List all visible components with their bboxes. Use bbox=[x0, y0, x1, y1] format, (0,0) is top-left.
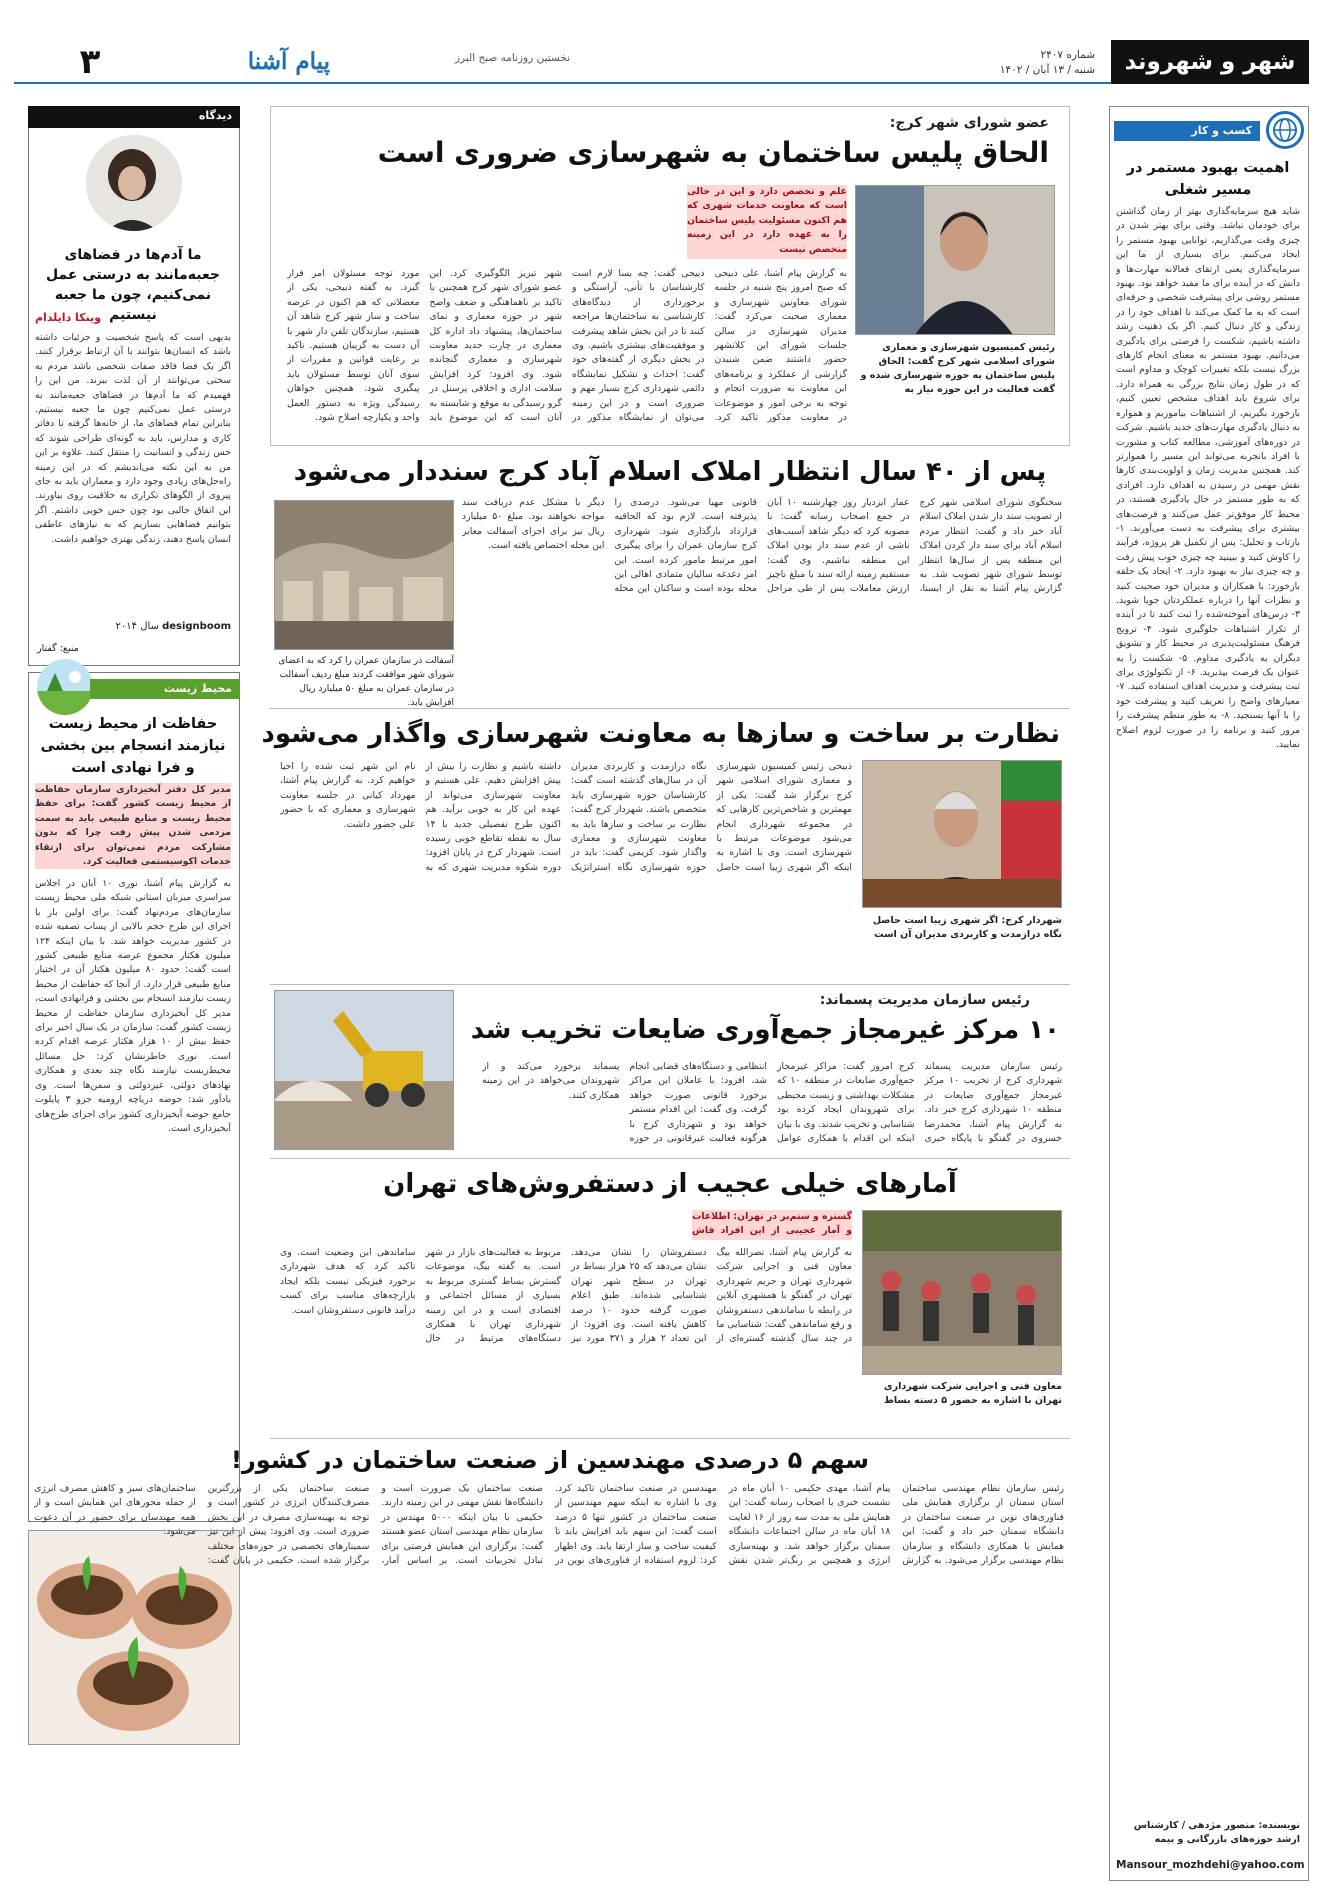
section-label: شهر و شهروند bbox=[1111, 40, 1309, 84]
a4-body: رئیس سازمان مدیریت پسماند شهرداری کرج از تخریب ۱۰ مرکز غیرمجاز جمع‌آوری ضایعات در منطقه ۱۰ شهرداری کرج خبر داد. به گزارش پیام آشنا، محمدرضا خسروی در گفتگو با پایگاه خبری کرج امروز گفت: مراکز غیرمجاز جمع‌آوری ضایعات در منطقه ۱۰ که مشکلات بهداشتی و زیست محیطی برای شهروندان ایجاد کرده بود شناسایی و تخریب شدند. وی با بیان اینکه این اقدام با همکاری عوامل انتظامی و دستگاه‌های قضایی انجام شد، افزود: با عاملان این مراکز برخورد قانونی صورت خواهد گرفت. وی گفت: این اقدام مستمر خواهد بود و شهرداری کرج با هرگونه فعالیت غیرقانونی در حوزه پسماند برخورد می‌کند و از شهروندان می‌خواهد در این زمینه همکاری کنند. bbox=[482, 1061, 1062, 1145]
right-col-body: شاید هیچ سرمایه‌گذاری بهتر از زمان گذاشتن برای خودمان نباشد. وقتی برای بهتر شدن در چیزی وقت می‌گذاریم، توانایی بهبود مستمر را ایجاد می‌کنیم. برای بسیاری از ما این سرمایه‌گذاری یعنی ارتقای فعالانه مهارت‌ها و دانش که در آینده برای ما مفید خواهد بود. بهبود مستمر روشی برای پیشرفت شخصی و حرفه‌ای است که به ما کمک می‌کند تا اهداف خود را در زندگی و کار دنبال کنیم. اگر یک ذهنیت رشد داشته باشیم، شکست را فرصتی برای یادگیری می‌دانیم. بهبود مستمر به معنای انجام کارهای بزرگ نیست بلکه تغییرات کوچک و مداوم است که در طول زمان نتایج بزرگی به همراه دارد. برای شروع باید اهداف مشخص تعیین کنیم، بازخورد بگیریم، از اشتباهات بیاموزیم و همواره به دنبال یادگیری مهارت‌های جدید باشیم. شرکت در دوره‌های آموزشی، مطالعه کتاب و مشورت با افراد باتجربه می‌تواند این مسیر را هموارتر کند. همچنین مدیریت زمان و اولویت‌بندی کارها نقش مهمی در رسیدن به اهداف دارد. افرادی که به طور مستمر در حال یادگیری هستند، در محیط کار موفق‌تر عمل می‌کنند و فرصت‌های بیشتری برای پیشرفت به دست می‌آورند. ۱- بازتاب و تحلیل: پس از تکمیل هر پروژه، فرآیند را کاوش کنید و ببینید چه چیزی خوب پیش رفت و چه چیزی نیاز به بهبود دارد. ۲- ایجاد یک حلقه بازخورد: با همکاران و مدیران خود صحبت کنید و نظرات آنها را درباره عملکردتان جویا شوید. ۳- درس‌های آموخته‌شده را ثبت کنید تا در آینده از تکرار اشتباهات جلوگیری شود. ۴- ترویج فرهنگ مسئولیت‌پذیری در محیط کار و تشویق دیگران به یادگیری مداوم. ۵- شکست را به عنوان یک فرصت بپذیرید. ۶- از تکنولوژی برای ثبت پیشرفت و مدیریت اهداف استفاده کنید. ۷- معیارهای واضح را تعریف کنید و پیشرفت خود را با آنها بسنجید. ۸- به طور منظم پیشرفت را مرور کنید و برنامه را در صورت لزوم اصلاح نمایید. bbox=[1116, 206, 1300, 751]
divider bbox=[270, 1158, 1070, 1159]
a2-caption: آسفالت در سازمان عمران را کرد که به اعضای شورای شهر موافقت کردند مبلغ ردیف آسفالت در سازمان عمران به مبلغ ۵۰ میلیارد ریال افزایش یابد. bbox=[278, 656, 454, 708]
opinion-source-date: سال ۲۰۱۴ bbox=[115, 621, 159, 632]
a6-body: رئیس سازمان نظام مهندسی ساختمان استان سمنان از برگزاری همایش ملی فناوری‌های نوین در صنعت ساختمان در دانشگاه سمنان خبر داد و گفت: این همایش با همکاری دانشگاه و سازمان نظام مهندسی برگزار می‌شود. به گزارش پیام آشنا، مهدی حکیمی ۱۰ آبان ماه در نشست خبری با اصحاب رسانه گفت: این همایش ملی به مدت سه روز از ۱۶ لغایت ۱۸ آبان ماه در سالن اجتماعات دانشگاه سمنان برگزار خواهد شد. و بهینه‌سازی انرژی و همچنین بر رنگ‌تر شدن نقش مهندسین در صنعت ساختمان تاکید کرد. وی با اشاره به اینکه سهم مهندسین از صنعت ساختمان در کشور تنها ۵ درصد است گفت: این سهم باید افزایش یابد تا کیفیت ساخت و ساز ارتقا یابد. وی اظهار کرد: لزوم استفاده از فناوری‌های نوین در صنعت ساختمان یک ضرورت است و دانشگاه‌ها نقش مهمی در این زمینه دارند. حکیمی با بیان اینکه ۵۰۰۰ مهندس در سازمان نظام مهندسی استان عضو هستند گفت: برگزاری این همایش فرصتی برای تبادل تجربیات است. بر اساس آمار، صنعت ساختمان یکی از بزرگترین مصرف‌کنندگان انرژی در کشور است و توجه به بهینه‌سازی مصرف در این بخش ضروری است. وی افزود: پیش از این نیز سمینارهای تخصصی در حوزه‌های مختلف برگزار شده است. حکیمی در پایان گفت: ساختمان‌های سبز و کاهش مصرف انرژی از جمله محورهای این همایش است و از همه مهندسان برای حضور در آن دعوت می‌شود. bbox=[34, 1483, 1064, 1567]
opinion-ref: منبع: گفتار bbox=[37, 643, 79, 654]
a4-kicker: رئیس سازمان مدیریت پسماند: bbox=[819, 992, 1030, 1008]
issue-info bbox=[955, 48, 1095, 78]
article-3 bbox=[261, 712, 1070, 980]
a3-mayor-photo bbox=[862, 760, 1062, 908]
a2-body: سخنگوی شورای اسلامی شهر کرج از تصویب سند دار شدن املاک اسلام آباد خبر داد و گفت: انتظار مردم اسلام آباد برای سند دار کردن املاک این منطقه پس از سال‌ها انتظار توسط شورای شهر تصویب شد. به گزارش پیام آشنا به نقل از ایسنا، عمار ایزدیار روز چهارشنبه ۱۰ آبان در جمع اصحاب رسانه گفت: با مصوبه کرد که دیگر شاهد آسیب‌های ناشی از عدم سند دار بودن املاک این منطقه نباشیم. وی گفت: مستقیم زمینه ارائه سند با مبلغ ناچیز ارزش معاملات پس از طی مراحل قانونی مهیا می‌شود. درصدی را پذیرفته است. لازم بود که الحاقیه قرارداد بارگذاری شود. شهرداری کرج سازمان عمران را برای پیگیری امور مرتبط مامور کرده است. این امر دغدغه سالیان متمادی اهالی این محله بوده است و ساکنان این محله دیگر با مشکل عدم دریافت سند مواجه نخواهند بود. مبلغ ۵۰ میلیارد ریال نیز برای اجرای آسفالت معابر این محله اختصاص یافته است. bbox=[462, 497, 1062, 595]
a2-neighborhood-photo bbox=[274, 500, 454, 650]
a5-headline: آمارهای خیلی عجیب از دستفروش‌های تهران bbox=[383, 1169, 957, 1199]
a3-caption: شهردار کرج: اگر شهری زیبا است حاصل نگاه درازمدت و کاربردی مدیران آن است bbox=[872, 915, 1062, 940]
right-col-title: اهمیت بهبود مستمر در مسیر شغلی bbox=[1126, 160, 1290, 198]
environment-tag: محیط زیست bbox=[90, 679, 240, 699]
a1-official-photo bbox=[855, 185, 1055, 335]
environment-box bbox=[28, 672, 240, 1522]
environment-body: به گزارش پیام آشنا، نوری ۱۰ آبان در اجلاس سراسری میزبان استانی شبکه ملی محیط زیست سازمان‌های مردم‌نهاد گفت: برای اولین بار با اجرای این طرح حجم بالایی از پساب تصفیه شده در کشور مدیریت خواهد شد. با بیان اینکه ۱۲۴ میلیون هکتار مجموع عرصه منابع طبیعی کشور است گفت: حدود ۸۰ میلیون هکتار آن در اختیار منابع طبیعی قرار دارد. از آنجا که حفاظت از محیط زیست نیازمند انسجام بین بخشی و فرانهادی است، مدیر کل آبخیزداری سازمان حفاظت از محیط زیست کشور گفت: سازمان در یک سال اخیر برای حفظ بیش از ۱۰ هزار هکتار عرصه اقدام کرده است. نوری خاطرنشان کرد: حل مسائل محیط‌زیست نیازمند نگاه چند بعدی و همکاری نهادهای دولتی، غیردولتی و سمن‌ها است. وی یادآور شد: حوضه دریاچه ارومیه جزو ۳ پایلوت جامع حوضه آبخیزداری کشور برای اجرای طرح‌های آبخیزداری است. bbox=[35, 878, 231, 1134]
opinion-box bbox=[28, 106, 240, 666]
a3-headline: نظارت بر ساخت و سازها به معاونت شهرسازی واگذار می‌شود bbox=[261, 719, 1060, 749]
environment-title: حفاظت از محیط زیست نیازمند انسجام بین بخشی و فرا نهادی است bbox=[40, 716, 226, 776]
business-tag: کسب و کار bbox=[1114, 121, 1260, 141]
a3-body: ذبیحی رئیس کمیسیون شهرسازی و معماری شورای اسلامی شهر کرج برگزار شد گفت: یکی از مهمترین و شاخص‌ترین کارهایی که در مجموعه شهرداری انجام می‌شود موضوعات مرتبط با شهرسازی است. وی با اشاره به اینکه اگر شهری زیبا است حاصل نگاه درازمدت و کاربردی مدیران آن در سال‌های گذشته است گفت: کارشناسان حوزه شهرسازی باید متخصص باشند. شهردار کرج گفت: نظارت بر ساخت و سازها باید به معاونت شهرسازی و معماری واگذار شود. کریمی گفت: باید در حوزه شهرسازی نگاه استراتژیک داشته باشیم و نظارت را بیش از پیش افزایش دهیم. علی هستیم و معاونت شهرسازی می‌تواند از عهده این کار به خوبی برآید. هم اکنون طرح تفصیلی جدید با ۱۴ سال به نقطه تقاطع خوبی رسیده است. شهردار کرج در پایان افزود: دوره شکوه مدیریت شهری که به نام این شهر ثبت شده را احیا خواهیم کرد. به گزارش پیام آشنا، مهرداد کیانی در جلسه معاونت شهرسازی و معماری که با حضور علی حضور داشت. bbox=[280, 761, 852, 873]
a1-lead: علم و تخصص دارد و این در حالی است که معاونت خدمات شهری که هم اکنون مسئولیت پلیس ساختمان را به عهده دارد در این زمینه متخصص نیست bbox=[687, 185, 847, 259]
a5-lead: گستره و ستم‌بر در تهران: اطلاعات و آمار عجیبی از این افراد فاش bbox=[692, 1210, 852, 1240]
article-5 bbox=[270, 1162, 1070, 1434]
opinion-tag: دیدگاه bbox=[28, 106, 240, 128]
opinion-title: ما آدم‌ها در فضاهای جعبه‌مانند به درستی عمل نمی‌کنیم، چون ما جعبه نیستیم bbox=[46, 247, 220, 323]
right-col-author: نویسنده: منصور مژدهی / کارشناس ارشد حوزه‌های بازرگانی و بیمه bbox=[1133, 1820, 1300, 1845]
landscape-icon bbox=[37, 659, 93, 715]
a6-headline: سهم ۵ درصدی مهندسین از صنعت ساختمان در کشور! bbox=[231, 1446, 869, 1474]
a5-street-vendors-photo bbox=[862, 1210, 1062, 1375]
divider bbox=[270, 984, 1070, 985]
brand-logo: پیام آشنا bbox=[247, 48, 330, 75]
author-email: Mansour_mozhdehi@yahoo.com bbox=[1116, 1859, 1305, 1871]
globe-icon bbox=[1266, 111, 1304, 149]
article-2 bbox=[270, 452, 1070, 708]
opinion-source-name: designboom bbox=[162, 621, 231, 632]
brand-subtitle: نخستین روزنامه صبح البرز bbox=[454, 52, 570, 64]
a1-kicker: عضو شورای شهر کرج: bbox=[889, 115, 1049, 131]
page-number: ۳ bbox=[79, 42, 101, 82]
opinion-source bbox=[35, 621, 231, 632]
opinion-author: وینکا دایلدام bbox=[35, 311, 102, 324]
divider bbox=[270, 708, 1070, 709]
author-portrait bbox=[84, 133, 184, 233]
opinion-body: بدیهی است که پاسخ شخصیت و جزئیات داشته باشد که انسان‌ها بتوانند با آن ارتباط برقرار کنند. اگر یک فضا فاقد صفات شخصی باشد مردم به سختی می‌توانند از آن لذت ببرند. من این را فهمیدم که ما آدم‌ها در فضاهای جعبه‌مانند به درستی عمل نمی‌کنیم چون ما جعبه نیستیم. بنابراین تمام فضاهای ما، از خانه‌ها گرفته تا دفاتر کاری و مدارس، باید به گونه‌ای طراحی شوند که حس زندگی و انسانیت را منتقل کنند. علاوه بر این من به این نکته می‌اندیشم که در این زمینه راه‌حل‌های زیادی وجود دارد و معماران باید به جای پیروی از الگوهای تکراری به خلاقیت روی بیاورند. این اتفاق جالبی بود چون حس خوبی داشتم. اگر بتوانیم فضاهایی بسازیم که به نیازهای عاطفی انسان پاسخ دهند، زندگی بهتری خواهیم داشت. bbox=[35, 332, 231, 545]
a1-headline: الحاق پلیس ساختمان به شهرسازی ضروری است bbox=[377, 136, 1049, 169]
a4-headline: ۱۰ مرکز غیرمجاز جمع‌آوری ضایعات تخریب شد bbox=[470, 1015, 1060, 1045]
article-6 bbox=[28, 1440, 1070, 1880]
a2-headline: پس از ۴۰ سال انتظار املاک اسلام آباد کرج سنددار می‌شود bbox=[293, 457, 1047, 487]
a1-caption: رئیس کمیسیون شهرسازی و معماری شورای اسلامی شهر کرج گفت: الحاق پلیس ساختمان به حوزه شهرسازی شده و گفت فعالیت در این حوزه نیاز به bbox=[860, 342, 1055, 395]
right-column bbox=[1109, 106, 1309, 1881]
article-1 bbox=[270, 106, 1070, 446]
a4-demolition-photo bbox=[274, 990, 454, 1150]
issue-date: شنبه / ۱۳ آبان / ۱۴۰۲ bbox=[999, 64, 1095, 76]
a1-body: به گزارش پیام آشنا، علی ذبیحی که صبح امروز پنج شنبه در جلسه شورای معاونین شهرسازی و معماری صحبت می‌کرد گفت: مدیران شهرسازی در سالن جلسات شورای این کلانشهر حضور داشتند ضمن شنیدن گزارشی از عملکرد و برنامه‌های این معاونت به ضرورت انجام و توجه به برخی امور و موضوعات در معاونت مذکور تاکید کرد. ذبیحی گفت: چه بسا لازم است کارشناسان با تأنی، آراستگی و برخورداری از دیدگاه‌های کارشناسی به ساختمان‌ها مراجعه کنند تا در این بخش شاهد پیشرفت و موفقیت‌های بیشتری باشیم. وی در بخش دیگری از گفته‌های خود گفت: احداث و تشکیل نمایشگاه دائمی شهرداری کرج بسیار مهم و ضروری است و در این زمینه می‌توان از نمایشگاه مذکور در شهر تبریز الگوگیری کرد. این عضو شورای شهر کرج همچنین با تاکید بر ناهماهنگی و ضعف واضح شهر در حوزه معماری و نمای ساختمان‌ها، پیشنهاد داد اداره کل معماری در چارت جدید معاونت شهرسازی و معماری گنجانده شود. وی افزود: کرد افزایش سلامت اداری و اخلاقی پرسنل در گرو رسیدگی به موقع و شایسته به آنان است که این موضوع باید مورد توجه مسئولان امر قرار گیرد. به گفته ذبیحی، یکی از معضلاتی که هم اکنون در عرصه ساخت و ساز شهر کرج شاهد آن هستیم، سازندگان تلفن دار شهر با آن دست به گریبان هستیم. تاکید بر رعایت قوانین و مقررات از سوی آنان توسط مسئولان باید پیگیری شود. همچنین خواهان رسیدگی ویژه به دستور العمل واحد و یکپارچه اصلاح شود. bbox=[287, 268, 847, 424]
issue-number: شماره ۲۴۰۷ bbox=[1040, 49, 1095, 61]
divider bbox=[270, 1438, 1070, 1439]
article-4 bbox=[270, 988, 1070, 1154]
environment-lead: مدیر کل دفتر آبخیزداری سازمان حفاظت از محیط زیست کشور گفت: برای حفظ محیط زیست و منابع طبیعی باید به سمت مردمی شدن پیش رفت چرا که بدون مشارکت مردم نمی‌توان برای ارتقاء خدمات اکوسیستمی فعالیت کرد. bbox=[35, 784, 231, 868]
a5-caption: معاون فنی و اجرایی شرکت شهرداری تهران با اشاره به حضور ۵ دسته بساط bbox=[883, 1381, 1062, 1406]
a5-body: به گزارش پیام آشنا، نصرالله بیگ معاون فنی و اجرایی شرکت شهرداری تهران و حریم شهرداری تهران در گفتگو با همشهری آنلاین در رابطه با ساماندهی دستفروشان و رفع ساماندهی گفت: شناسایی ما در چند سال گذشته گستره‌ای از دستفروشان را نشان می‌دهد. نشان می‌دهد که ۲۵ هزار بساط در تهران در سطح شهر تهران شناسایی شده‌اند. طبق اعلام صورت گرفته حدود ۱۰ درصد کاهش یافته است. وی افزود: از این تعداد ۲ هزار و ۳۷۱ مورد نیز مربوط به فعالیت‌های بازار در شهر است. به گفته بیگ، موضوعات گسترش بساط گستری مربوط به بسیاری از مسائل اجتماعی و اقتصادی است و در این زمینه شهرداری تهران با همکاری دستگاه‌های مرتبط در حال ساماندهی این وضعیت است. وی تاکید کرد که هدف شهرداری برخورد فیزیکی نیست بلکه ایجاد بازارچه‌های مناسب برای کسب درآمد قانونی دستفروشان است. bbox=[280, 1247, 852, 1345]
